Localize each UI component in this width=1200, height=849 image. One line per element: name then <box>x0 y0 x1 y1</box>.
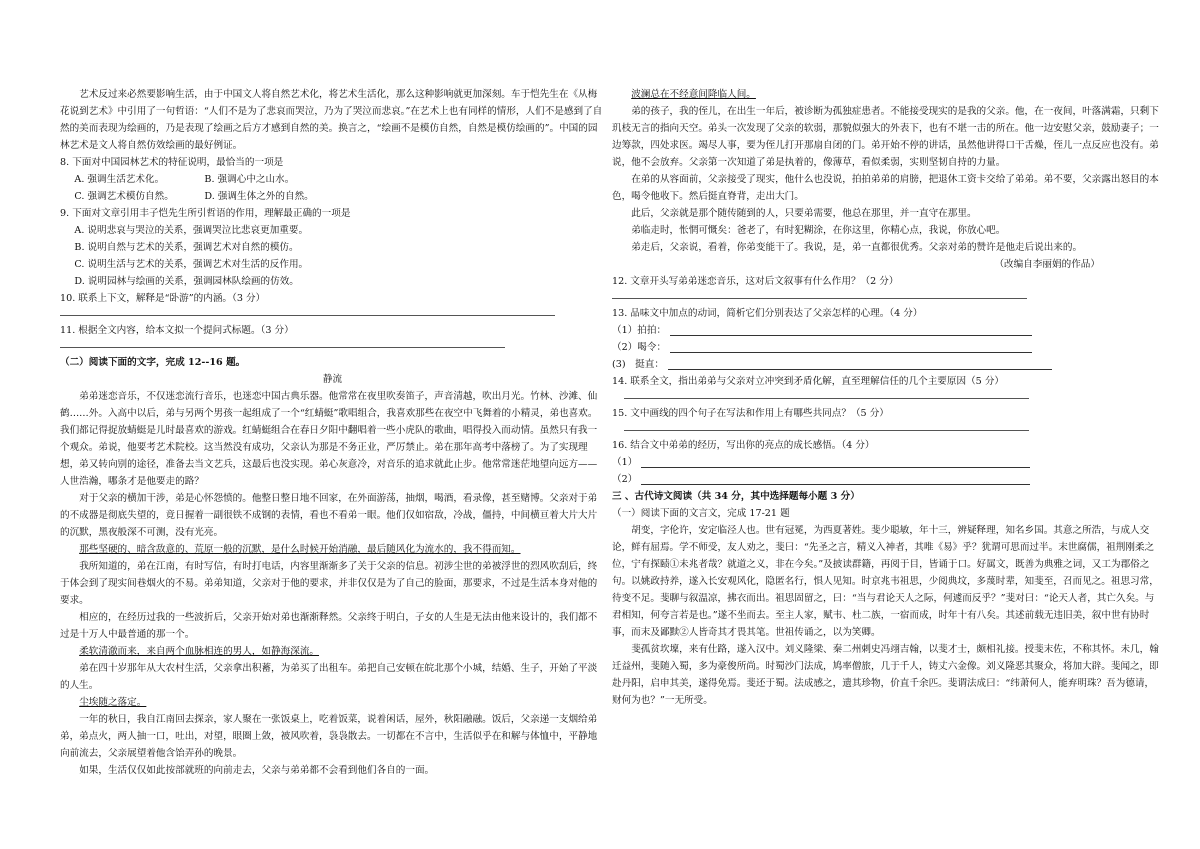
q13-item-1 <box>612 322 1032 339</box>
question-16: 16. 结合文中弟弟的经历，写出你的亮点的成长感悟。（4 分） <box>612 440 875 451</box>
question-12: 12. 文章开头写弟弟迷恋音乐，这对后文叙事有什么作用？（2 分） <box>612 276 899 287</box>
q13-item-3 <box>612 356 1052 373</box>
q8-option-c: C. 强调艺术模仿自然。 <box>74 191 174 202</box>
answer-line <box>668 359 1052 370</box>
story-paragraph: 在弟的从容面前，父亲接受了现实，他什么也没说，拍拍弟弟的肩膀，把退休工资卡交给了弟弟。弟不要，父亲露出怒目的本色，喝令他收下。然后挺直脊背，走出大门。 <box>612 174 1159 202</box>
q8-option-b: B. 强调心中之山水。 <box>204 174 295 185</box>
question-10: 10. 联系上下文，解释是“卧游”的内涵。（3 分） <box>60 293 266 304</box>
answer-line <box>641 474 1030 485</box>
q16-item-2 <box>612 471 1030 488</box>
classical-text-paragraph: 胡变，字伦许，安定临泾人也。世有冠冕，为西夏著姓。斐少聪敏，年十三，辨疑释理，知名乡国。其意之所浩，与成人交论，鲜有屈焉。学不师受，友人劝之，斐曰：“先圣之言，精义入神者，其唯《易》乎？犹谓可思而过半。末世腐儒，祖荆刚柔之位，宁有探赜①未兆者哉？就道之义，非在今矣。”及披读群籍，再阅于目，皆诵于口。好属文，既善为典雅之词，又工为郡俗之句。以姚政持养，遂入长安观风化，隐匿名行，惧人见知。时京兆韦祖思，少阅典坟，多蔑时辈，知斐至，召而见之。祖思习常，待变不足。斐聊与叙温凉，拂衣而出。祖思固留之，曰：“当与君论天人之际，何遽而反乎？”斐对曰：“论天人者，其亡久矣。与君相知，何夸言若是也。”遂不坐而去。至主人家，赋韦、杜二族，一宿而成，时年十有八矣。其述前载无违旧美，叙中世有协时事，而末及鄙黩②人皆奇其才畏其笔。世祖传诵之，以为笑卿。 <box>612 525 1159 638</box>
answer-line <box>670 342 1032 353</box>
q16-item-1 <box>612 454 1030 471</box>
underlined-sentence: 尘埃随之落定。 <box>79 697 147 708</box>
question-8: 8. 下面对中国园林艺术的特征说明，最恰当的一项是 <box>60 157 284 168</box>
section-2-heading: （二）阅读下面的文字，完成 12--16 题。 <box>60 357 246 368</box>
q16-label: （1） <box>612 457 638 468</box>
answer-line <box>641 457 1030 468</box>
q16-label: （2） <box>612 474 638 485</box>
q8-options-row1 <box>60 171 605 188</box>
q9-option-b: B. 说明自然与艺术的关系，强调艺术对自然的模仿。 <box>74 242 299 253</box>
story-paragraph: 此后，父亲就是那个随传随到的人，只要弟需要，他总在那里，并一直守在那里。 <box>631 208 977 219</box>
underlined-sentence: 那些坚硬的、暗含敌意的、荒原一般的沉默，是什么时候开始消融，最后随风化为流水的，我不得而知。 <box>79 544 521 555</box>
q8-options-row2 <box>60 188 605 205</box>
passage-title: 静流 <box>322 374 343 385</box>
story-paragraph: 弟走后，父亲说，看着，你弟变能干了。我说，是，弟一直都很优秀。父亲对弟的赞许是他走后说出来的。 <box>631 242 1083 253</box>
story-paragraph: 相应的，在经历过我的一些波折后，父亲开始对弟也渐渐释然。父亲终于明白，子女的人生是无法由他来设计的，我们都不过是十万人中最普通的那一个。 <box>60 612 598 640</box>
story-paragraph: 弟临走时，怅惘可慨矣：爸老了，有时犯糊涂，在你这里，你精心点，我说，你放心吧。 <box>631 225 1006 236</box>
story-paragraph: 对于父亲的横加干涉，弟是心怀怨愤的。他整日整日地不回家，在外面游荡，抽烟，喝酒，看录像，甚至赌博。父亲对于弟的不成器是彻底失望的，竟日握着一副很铁不成钢的表情，看也不看弟一眼。他们仅如宿敌，冷战，僵持，中间横亘着大片大片的沉默，黑夜般深不可测，没有光亮。 <box>60 493 598 538</box>
passage-paragraph: 艺术反过来必然要影响生活，由于中国文人将自然艺术化，将艺术生活化，那么这种影响就更加深刻。车于恺先生在《从梅花说到艺术》中引用了一句哲语：“人们不是为了悲哀而哭泣，乃为了哭泣而悲哀。”在艺术上也有同样的情形，人们不是感到了自然的美而表现为绘画的，乃是表现了绘画之后方才感到自然的美。换言之，“绘画不是模仿自然，自然是模仿绘画的”。中国的园林艺术是文人将自然仿效绘画的最好例证。 <box>60 89 603 151</box>
story-paragraph: 我所知道的，弟在江南，有时写信，有时打电话，内容里渐渐多了关于父亲的信息。初涉尘世的弟被浮世的烈风吹刮后，终于体会到了现实间巷烟火的不易。弟弟知道，父亲对于他的要求，并非仅仅是为了自己的脸面，那要求，不过是生活本身对他的要求。 <box>60 561 598 606</box>
classical-text-paragraph: 斐孤贫坎壈，来有仕路，遂入汉中。刘义隆梁、秦二州刺史冯翊吉翰，以斐才士，颇相礼接。授斐末佐，不称其怀。未几，翰迁益州，斐随入蜀，多为豪俊所尚。时蜀沙门法成，鸠率僧旅，几于千人，铸丈六金像。刘义隆恶其聚众，将加大辟。斐闻之，即赴丹阳，启申其美，遂得免焉。斐还于蜀。法成感之，遗其珍物，价直千余匹。斐谓法成曰：“纬萧何人，能弃明珠？吾为德请，财何为也？”一无所受。 <box>612 644 1159 706</box>
question-15: 15. 文中画线的四个句子在写法和作用上有哪些共同点？（5 分） <box>612 408 889 419</box>
story-paragraph: 如果，生活仅仅如此按部就班的向前走去，父亲与弟弟都不会看到他们各自的一面。 <box>79 765 435 776</box>
section-3-heading: 三 、古代诗文阅读（共 34 分，其中选择题每小题 3 分） <box>612 491 860 502</box>
q8-option-a: A. 强调生活艺术化。 <box>74 174 165 185</box>
left-column <box>60 86 605 779</box>
story-paragraph: 弟弟迷恋音乐，不仅迷恋流行音乐，也迷恋中国古典乐器。他常常在夜里吹奏笛子，声音清越，吹出月光。竹林、沙滩、仙鹤……外。入高中以后，弟与另两个男孩一起组成了一个“红蜻蜓”歌唱组合，我喜欢那些在夜空中飞舞着的小精灵，弟也喜欢。我们都记得捉放蜻蜓是儿时最喜欢的游戏。红蜻蜓组合在春日夕阳中翻唱着一些小虎队的歌曲，唱得投入而动情。虽然只有我一个观众。弟说，他要考艺术院校。这当然没有成功，父亲认为那是不务正业，严厉禁止。弟在那年高考中落榜了。为了实现理想，弟又转向别的途径，准备去当文艺兵，这最后也没实现。弟心灰意冷，对音乐的追求就此止步。他常常迷茫地望向远方——人世浩瀚，哪条才是他要走的路？ <box>60 391 598 487</box>
section-3-subheading: （一）阅读下面的文言文，完成 17-21 题 <box>612 508 790 519</box>
source-credit: （改编自李丽娟的作品） <box>994 259 1100 270</box>
answer-line <box>624 390 1029 399</box>
q13-label: （1）拍拍： <box>612 325 667 336</box>
story-paragraph: 弟在四十岁那年从大农村生活，父亲拿出积蓄，为弟买了出租车。弟把自己安顿在皖北那个小城，结婚、生子，开始了平淡的人生。 <box>60 663 598 691</box>
answer-line <box>60 339 505 348</box>
question-13: 13. 品味文中加点的动词，简析它们分别表达了父亲怎样的心理。（4 分） <box>612 308 923 319</box>
q9-option-d: D. 说明园林与绘画的关系，强调园林队绘画的仿效。 <box>74 276 299 287</box>
answer-line <box>670 325 1032 336</box>
underlined-sentence: 柔软清澈而来，来自两个血脉相连的男人，如静海深流。 <box>79 646 320 657</box>
right-column <box>612 86 1160 709</box>
q8-option-d: D. 强调生体之外的自然。 <box>204 191 314 202</box>
q13-item-2 <box>612 339 1032 356</box>
story-paragraph: 弟的孩子，我的侄儿，在出生一年后，被诊断为孤独症患者。不能接受现实的是我的父亲。他，在一夜间，叶落满霜，只剩下玑枝无言的指向天空。弟头一次发现了父亲的软弱，那貌似强大的外表下，也有不堪一击的所在。他一边安慰父亲，鼓励妻子；一边筹款，四处求医。竭尽人事，要为侄儿打开那扇自闭的门。弟开始不停的讲话，虽然他讲得口干舌燥，侄儿一点反应也没有。弟说，他不会放弃。父亲第一次知道了弟是执着的，像薄草，看似柔弱，实则坚韧自持的力量。 <box>612 106 1159 168</box>
question-9: 9. 下面对文章引用丰子恺先生所引哲语的作用，理解最正确的一项是 <box>60 208 351 219</box>
question-11: 11. 根据全文内容，给本文拟一个提问式标题。（3 分） <box>60 325 294 336</box>
answer-line <box>60 307 555 316</box>
underlined-sentence: 波澜总在不经意间降临人间。 <box>631 89 756 100</box>
q13-label: （2）喝令： <box>612 342 667 353</box>
question-14: 14. 联系全文，指出弟弟与父亲对立冲突到矛盾化解，直至理解信任的几个主要原因（5 分） <box>612 376 1005 387</box>
q9-option-a: A. 说明悲哀与哭泣的关系，强调哭泣比悲哀更加重要。 <box>74 225 309 236</box>
answer-line <box>624 422 1029 431</box>
q9-option-c: C. 说明生活与艺术的关系，强调艺术对生活的反作用。 <box>74 259 309 270</box>
answer-line <box>612 290 1027 299</box>
story-paragraph: 一年的秋日，我自江南回去探亲，家人聚在一张饭桌上，吃着饭菜，说着闲话，屋外，秋阳融融。饭后，父亲递一支烟给弟弟，弟点火，两人抽一口，吐出，对望，眼圈上敛，被风吹着，袅袅散去。一切都在不言中，生活似乎在和解与体恤中，平静地向前流去，父亲展望着他含饴弄孙的晚景。 <box>60 714 598 759</box>
q13-label: (3) 挺直： <box>612 359 664 370</box>
